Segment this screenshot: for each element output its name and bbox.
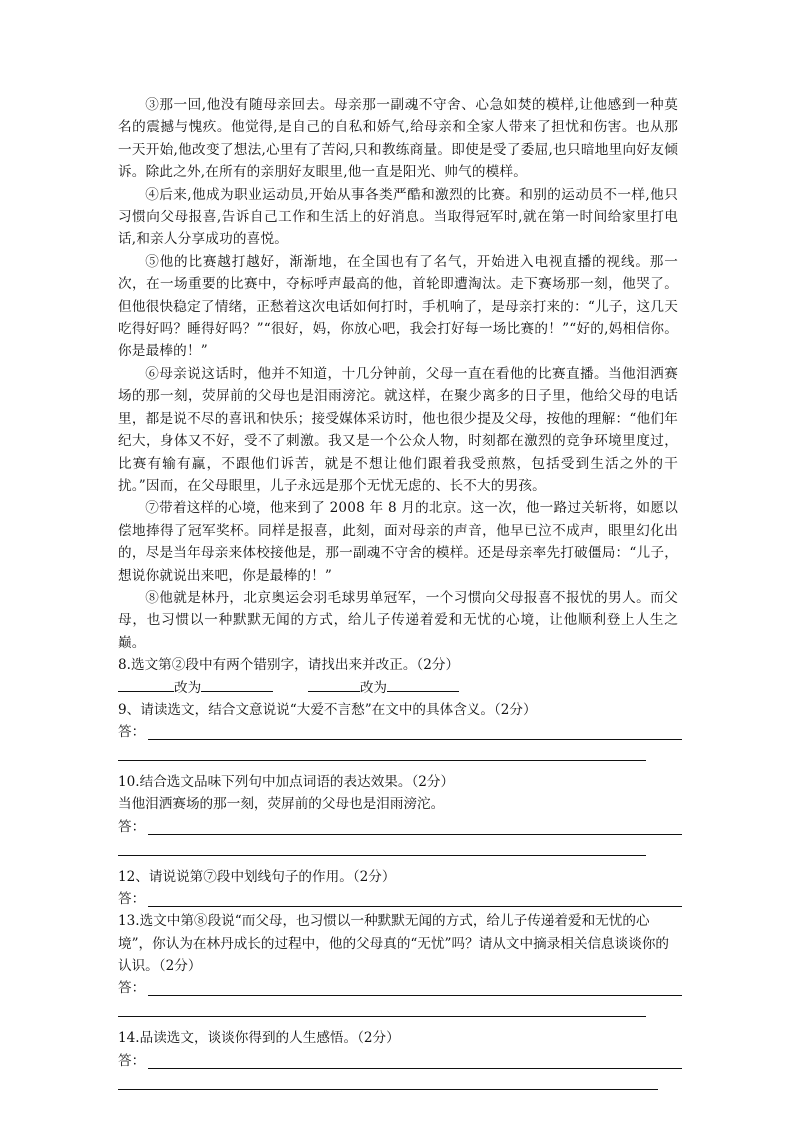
answer-line-12[interactable] <box>118 888 678 910</box>
passage-paragraph-5: ⑤他的比赛越打越好，渐渐地，在全国也有了名气，开始进入电视直播的视线。那一次，在一场重要的比赛中，夺标呼声最高的他，首轮即遭淘汰。走下赛场那一刻，他哭了。但他很快稳定了情绪，正愁着这次电话如何打时，手机响了，是母亲打来的：“儿子，这几天吃得好吗？睡得好吗？”“很好，妈，你放心吧，我会打好每一场比赛的！”“好的,妈相信你。你是最棒的！” <box>118 253 678 360</box>
passage-paragraph-3: ③那一回,他没有随母亲回去。母亲那一副魂不守舍、心急如焚的模样,让他感到一种莫名的震撼与愧疚。他觉得,是自己的自私和娇气,给母亲和全家人带来了担忧和伤害。也从那一天开始,他改变了想法,心里有了苦闷,只和教练商量。即使是受了委屈,也只暗地里向好友倾诉。除此之外,在所有的亲朋好友眼里,他一直是阳光、帅气的模样。 <box>118 97 678 181</box>
answer-underline <box>148 1068 682 1069</box>
answer-label: 答： <box>118 891 146 908</box>
answer-label: 答： <box>118 818 146 835</box>
answer-line-10b[interactable] <box>118 838 678 860</box>
wrong-char-blank-2[interactable] <box>308 677 360 692</box>
passage-paragraph-7: ⑦带着这样的心境，他来到了 2008 年 8 月的北京。这一次，他一路过关斩将，如愿以偿地捧得了冠军奖杯。同样是报喜，此刻，面对母亲的声音，他早已泣不成声，眼里幻化出的，尽是当年母亲来体校接他是，那一副魂不守舍的模样。还是母亲率先打破僵局：“儿子，想说你就说出来吧，你是最棒的！” <box>118 500 678 584</box>
fix-label-2: 改为 <box>359 679 388 696</box>
answer-underline <box>148 906 682 907</box>
passage-paragraph-6: ⑥母亲说这话时，他并不知道，十几分钟前，父母一直在看他的比赛直播。当他泪洒赛场的那一刻，荧屏前的父母也是泪雨滂沱。就这样，在聚少离多的日子里，他给父母的电话里，都是说不尽的喜讯和快乐；接受媒体采访时，他也很少提及父母，按他的理解：“他们年纪大，身体又不好，受不了刺激。我又是一个公众人物，时刻都在激烈的竞争环境里度过，比赛有输有赢，不跟他们诉苦，就是不想让他们跟着我受煎熬，包括受到生活之外的干扰。”因而，在父母眼里，儿子永远是那个无忧无虑的、长不大的男孩。 <box>118 365 678 494</box>
answer-label: 答： <box>118 1052 146 1069</box>
answer-line-14a[interactable] <box>118 1050 678 1072</box>
passage-paragraph-8: ⑧他就是林丹，北京奥运会羽毛球男单冠军，一个习惯向父母报喜不报忧的男人。而父母，也习惯以一种默默无闻的方式，给儿子传递着爱和无忧的心境，让他顺利登上人生之巅。 <box>118 589 678 651</box>
fix-label-1: 改为 <box>174 679 202 696</box>
answer-underline <box>148 995 682 996</box>
question-13: 13.选文中第⑧段说“而父母，也习惯以一种默默无闻的方式，给儿子传递着爱和无忧的心境”，你认为在林丹成长的过程中，他的父母真的“无忧”吗？请从文中摘录相关信息谈谈你的认识。（2分） <box>118 913 670 974</box>
answer-label: 答： <box>118 980 146 997</box>
question-10: 10.结合选文品味下列句中加点词语的表达效果。（2分） <box>118 773 455 790</box>
correct-char-blank-2[interactable] <box>387 677 459 692</box>
question-9: 9、请读选文，结合文意说说“大爱不言愁”在文中的具体含义。（2分） <box>118 701 537 718</box>
question-8-blanks <box>118 677 678 699</box>
answer-underline <box>148 834 682 835</box>
wrong-char-blank-1[interactable] <box>118 677 174 692</box>
question-8: 8.选文第②段中有两个错别字，请找出来并改正。（2分） <box>118 657 460 674</box>
answer-line-13b[interactable] <box>118 999 678 1021</box>
question-14: 14.品读选文，谈谈你得到的人生感悟。（2分） <box>118 1030 400 1047</box>
answer-line-13a[interactable] <box>118 977 678 999</box>
exam-page <box>118 94 678 1094</box>
answer-line-9b[interactable] <box>118 743 678 765</box>
answer-line-14b[interactable] <box>118 1072 678 1094</box>
answer-label: 答： <box>118 723 146 740</box>
answer-underline <box>148 739 682 740</box>
answer-line-10a[interactable] <box>118 816 678 838</box>
correct-char-blank-1[interactable] <box>201 677 273 692</box>
answer-line-9a[interactable] <box>118 721 678 743</box>
passage-paragraph-4: ④后来,他成为职业运动员,开始从事各类严酷和激烈的比赛。和别的运动员不一样,他只习惯向父母报喜,告诉自己工作和生活上的好消息。当取得冠军时,就在第一时间给家里打电话,和亲人分享成功的喜悦。 <box>118 186 678 248</box>
question-12: 12、请说说第⑦段中划线句子的作用。（2分） <box>118 868 396 885</box>
question-10-sentence: 当他泪洒赛场的那一刻，荧屏前的父母也是泪雨滂沱。 <box>118 796 445 813</box>
